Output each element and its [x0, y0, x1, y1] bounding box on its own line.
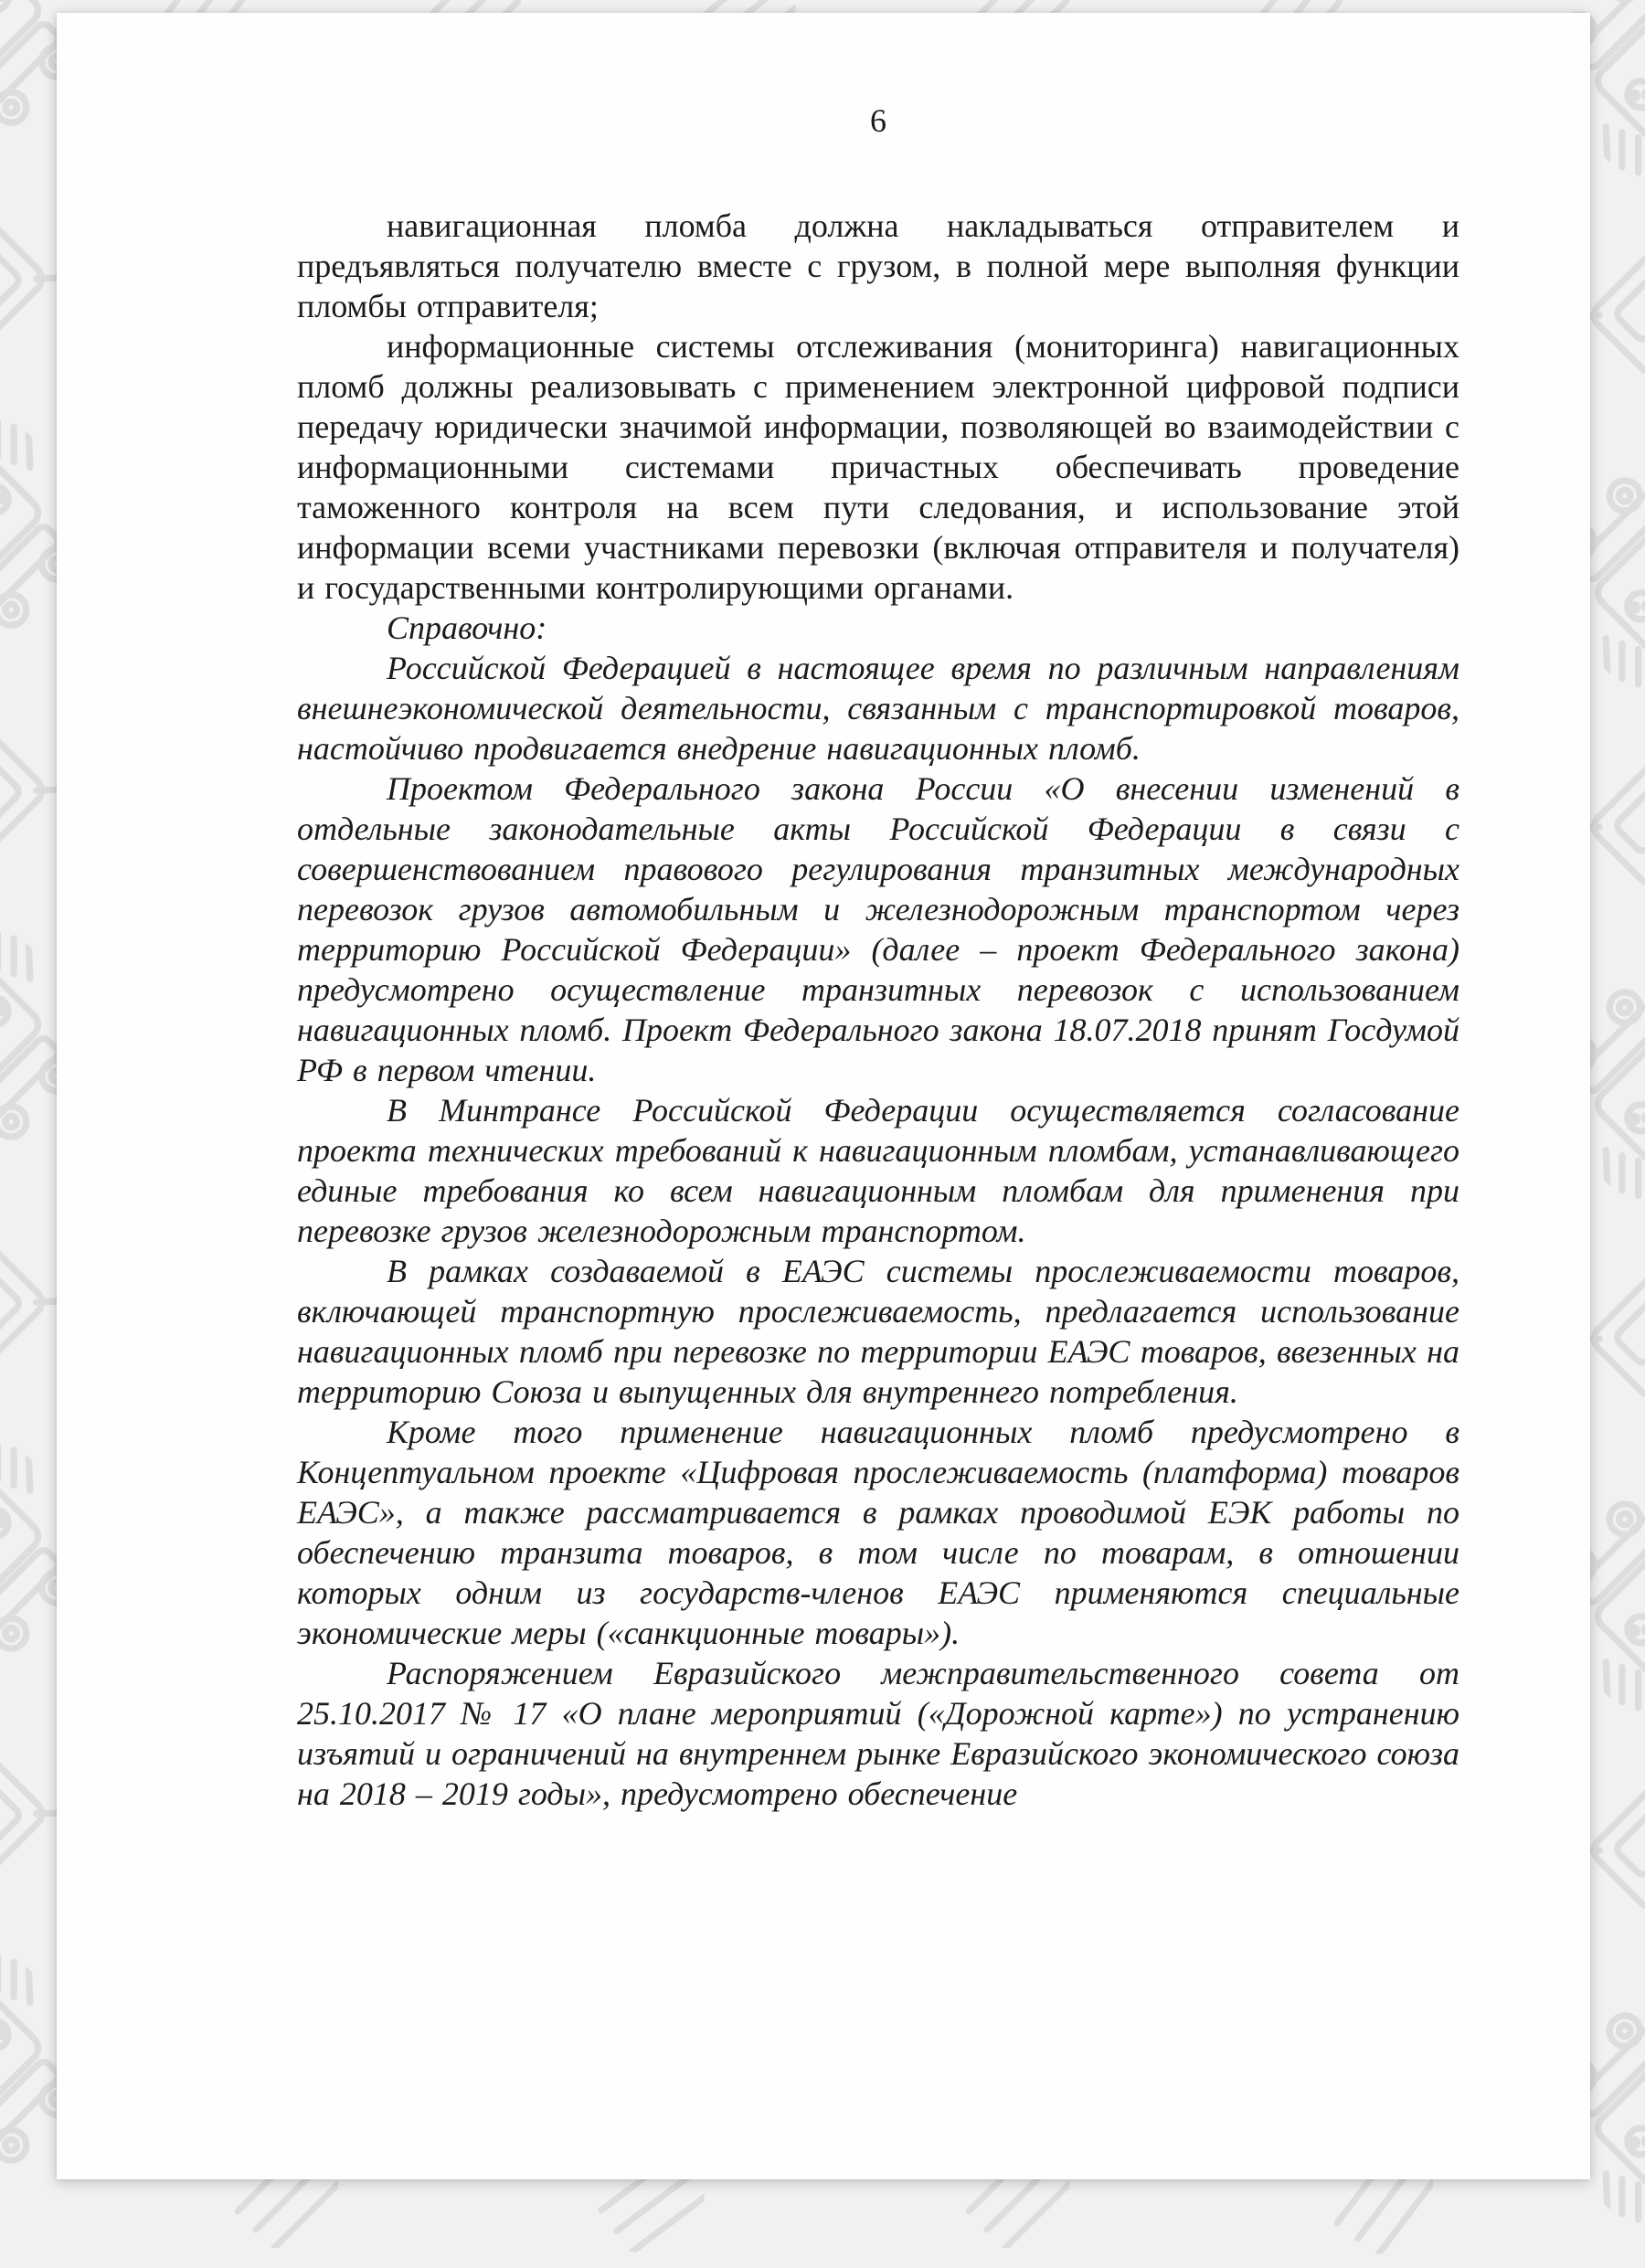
- body-paragraph: информационные системы отслеживания (мониторинга) навигационных пломб должны реализовывать с применением электронной цифровой подписи передачу юридически значимой информации, позволяющей во взаимодействии с информационными системами причастных обеспечивать проведение таможенного контроля на всем пути следования, и использование этой информации всеми участниками перевозки (включая отправителя и получателя) и государственными контролирующими органами.: [297, 328, 1459, 606]
- document-page: [57, 13, 1590, 2179]
- body-paragraph: навигационная пломба должна накладываться отправителем и предъявляться получателю вместе с грузом, в полной мере выполняя функции пломбы отправителя;: [297, 207, 1459, 324]
- body-paragraph: Кроме того применение навигационных пломб предусмотрено в Концептуальном проекте «Цифровая прослеживаемость (платформа) товаров ЕАЭС», а также рассматривается в рамках проводимой ЕЭК работы по обеспечению транзита товаров, в том числе по товарам, в отношении которых одним из государств-членов ЕАЭС применяются специальные экономические меры («санкционные товары»).: [297, 1414, 1459, 1651]
- page-content: [297, 101, 1459, 1814]
- body-paragraph: Распоряжением Евразийского межправительственного совета от 25.10.2017 № 17 «О плане мероприятий («Дорожной карте») по устранению изъятий и ограничений на внутреннем рынке Евразийского экономического союза на 2018 – 2019 годы», предусмотрено обеспечение: [297, 1655, 1459, 1812]
- body-paragraph: Проектом Федерального закона России «О внесении изменений в отдельные законодательные акты Российской Федерации в связи с совершенствованием правового регулирования транзитных международных перевозок грузов автомобильным и железнодорожным транспортом через территорию Российской Федерации» (далее – проект Федерального закона) предусмотрено осуществление транзитных перевозок с использованием навигационных пломб. Проект Федерального закона 18.07.2018 принят Госдумой РФ в первом чтении.: [297, 770, 1459, 1088]
- page-number: 6: [870, 102, 886, 139]
- document-body: [297, 206, 1459, 1814]
- body-paragraph: Российской Федерацией в настоящее время по различным направлениям внешнеэкономической деятельности, связанным с транспортировкой товаров, настойчиво продвигается внедрение навигационных пломб.: [297, 650, 1459, 767]
- body-paragraph: В Минтрансе Российской Федерации осуществляется согласование проекта технических требований к навигационным пломбам, устанавливающего единые требования ко всем навигационным пломбам для применения при перевозке грузов железнодорожным транспортом.: [297, 1092, 1459, 1249]
- body-paragraph-reference-heading: Справочно:: [387, 609, 547, 646]
- body-paragraph: В рамках создаваемой в ЕАЭС системы прослеживаемости товаров, включающей транспортную прослеживаемость, предлагается использование навигационных пломб при перевозке по территории ЕАЭС товаров, ввезенных на территорию Союза и выпущенных для внутреннего потребления.: [297, 1253, 1459, 1410]
